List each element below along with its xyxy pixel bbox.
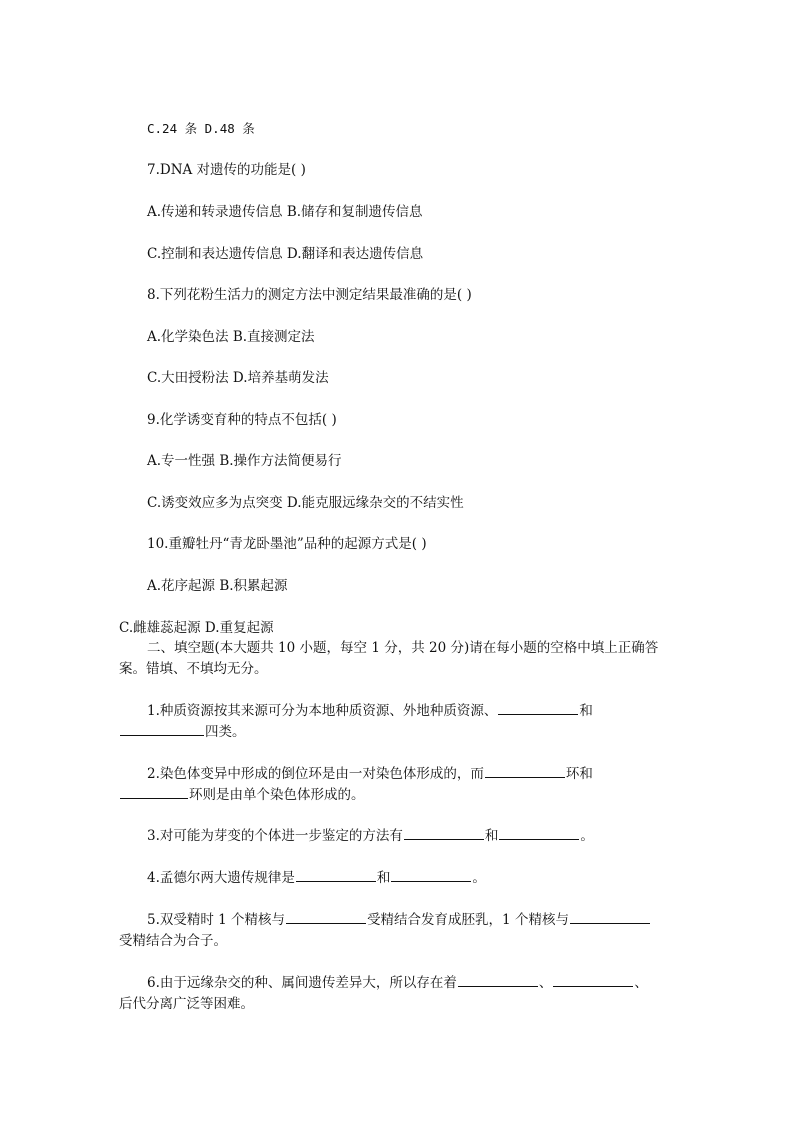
fill-q2-text-a: 2.染色体变异中形成的倒位环是由一对染色体形成的，而 xyxy=(147,766,484,782)
fill-q4-text-c: 。 xyxy=(472,870,486,886)
q10-options-cd: C.雌雄蕊起源 D.重复起源 xyxy=(119,620,274,636)
fill-q2-blank-2[interactable] xyxy=(120,785,188,799)
fill-q1-text-c: 四类。 xyxy=(205,724,246,740)
fill-q1-text-b: 和 xyxy=(579,703,593,719)
fill-q6-blank-2[interactable] xyxy=(553,973,633,987)
q9-options-cd: C.诱变效应多为点突变 D.能克服远缘杂交的不结实性 xyxy=(147,495,464,511)
q8-options-cd: C.大田授粉法 D.培养基萌发法 xyxy=(147,370,329,386)
q8-options-ab: A.化学染色法 B.直接测定法 xyxy=(147,329,315,345)
fill-q5-blank-1[interactable] xyxy=(286,910,366,924)
q7-stem-text: 7.DNA 对遗传的功能是( ) xyxy=(147,162,306,178)
fill-q3-blank-1[interactable] xyxy=(404,826,484,840)
fill-q4-blank-1[interactable] xyxy=(296,868,376,882)
q7-stem xyxy=(147,160,306,180)
fill-q3-text-a: 3.对可能为芽变的个体进一步鉴定的方法有 xyxy=(147,828,403,844)
fill-q3-text-b: 和 xyxy=(484,828,499,844)
section2-heading-line1: 二、填空题(本大题共 10 小题，每空 1 分，共 20 分)请在每小题的空格中填上正确答 xyxy=(147,640,659,656)
fill-q6-text-c: 、 xyxy=(634,975,648,991)
fill-q1-line1 xyxy=(147,701,593,721)
fill-q1-text-a: 1.种质资源按其来源可分为本地种质资源、外地种质资源、 xyxy=(147,703,498,719)
fill-q5-text-a: 5.双受精时 1 个精核与 xyxy=(147,912,286,928)
fill-q1-blank-2[interactable] xyxy=(120,722,204,736)
fill-q2-line2 xyxy=(119,785,365,805)
fill-q2-blank-1[interactable] xyxy=(485,764,565,778)
q6-options-cd: C.24 条 D.48 条 xyxy=(147,121,255,136)
fill-q5-blank-2[interactable] xyxy=(570,910,650,924)
fill-q6-text-a: 6.由于远缘杂交的种、属间遗传差异大，所以存在着 xyxy=(147,975,457,991)
fill-q5-text-b: 受精结合发育成胚乳，1 个精核与 xyxy=(367,912,569,928)
q8-stem: 8.下列花粉生活力的测定方法中测定结果最准确的是( ) xyxy=(147,287,472,303)
fill-q4-text-a: 4.孟德尔两大遗传规律是 xyxy=(147,870,295,886)
q7-options-ab: A.传递和转录遗传信息 B.储存和复制遗传信息 xyxy=(147,204,423,220)
fill-q3-blank-2[interactable] xyxy=(499,826,579,840)
q7-options-cd: C.控制和表达遗传信息 D.翻译和表达遗传信息 xyxy=(147,246,424,262)
fill-q2-line1 xyxy=(147,764,593,784)
fill-q2-text-b: 环和 xyxy=(565,766,593,782)
fill-q1-line2 xyxy=(119,722,246,742)
fill-q3-text-c: 。 xyxy=(580,828,594,844)
q10-stem: 10.重瓣牡丹“青龙卧墨池”品种的起源方式是( ) xyxy=(147,536,427,552)
fill-q4 xyxy=(147,868,486,888)
fill-q6-line1 xyxy=(147,973,648,993)
q9-options-ab: A.专一性强 B.操作方法简便易行 xyxy=(147,453,342,469)
q10-options-ab: A.花序起源 B.积累起源 xyxy=(147,578,288,594)
fill-q5-line2: 受精结合为合子。 xyxy=(119,933,227,949)
fill-q1-blank-1[interactable] xyxy=(498,701,578,715)
q9-stem: 9.化学诱变育种的特点不包括( ) xyxy=(147,412,337,428)
fill-q6-text-b: 、 xyxy=(538,975,553,991)
fill-q3 xyxy=(147,826,594,846)
fill-q6-blank-1[interactable] xyxy=(458,973,538,987)
fill-q2-text-c: 环则是由单个染色体形成的。 xyxy=(189,787,365,803)
fill-q4-blank-2[interactable] xyxy=(391,868,471,882)
section2-heading-line2: 案。错填、不填均无分。 xyxy=(119,661,268,677)
fill-q6-line2: 后代分离广泛等困难。 xyxy=(119,996,254,1012)
fill-q4-text-b: 和 xyxy=(376,870,391,886)
fill-q5-line1 xyxy=(147,910,651,930)
